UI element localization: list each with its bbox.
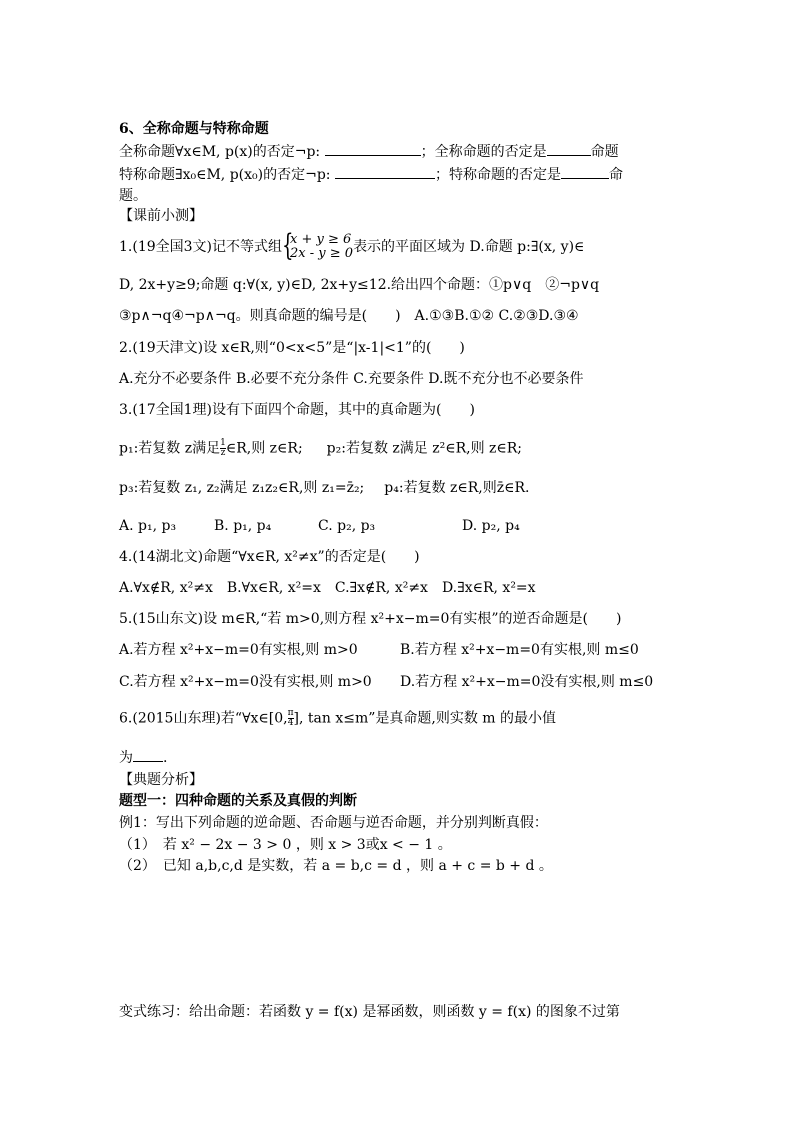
question-1: 1.(19全国3文)记不等式组 { x + y ≥ 6 2x - y ≥ 0 表示的平面区域为 D.命题 p:∃(x, y)∈ (119, 228, 585, 263)
question-3-p1-p2: p₁:若复数 z满足 $\frac{1}{z}$ ∈R,则 z∈R; p₂:若复数 z满足 z²∈R,则 z∈R; (119, 438, 523, 458)
question-3-option-b: B. p₁, p₄ (214, 518, 272, 534)
question-3: 3.(17全国1理)设有下面四个命题，其中的真命题为( ) (119, 402, 475, 418)
blank-field (561, 164, 609, 179)
existential-negation-line: 特称命题∃x₀∈M, p(x₀)的否定¬p: ；特称命题的否定是 命 (119, 164, 623, 184)
blank-field (335, 164, 435, 179)
blank-field (325, 141, 421, 156)
variant-exercise: 变式练习：给出命题：若函数 y = f(x) 是幂函数，则函数 y = f(x) 的图象不过第 (119, 1004, 620, 1020)
type1-title: 题型一：四种命题的关系及真假的判断 (119, 793, 357, 809)
question-5: 5.(15山东文)设 m∈R,“若 m>0,则方程 x²+x−m=0有实根”的逆否命题是( ) (119, 611, 622, 627)
question-5-option-c: C.若方程 x²+x−m=0没有实根,则 m>0 (119, 674, 372, 690)
question-6-line2: 为 . (119, 747, 167, 767)
universal-negation-line: 全称命题∀x∈M, p(x)的否定¬p: ；全称命题的否定是 命题 (119, 141, 619, 161)
section-title: 6、全称命题与特称命题 (119, 121, 269, 137)
question-3-p3-p4: p₃:若复数 z₁, z₂满足 z₁z₂∈R,则 z₁=z̄₂; p₄:若复数 z∈R,则z̄∈R. (119, 480, 530, 496)
pre-test-heading: 【课前小测】 (119, 208, 203, 224)
question-4: 4.(14湖北文)命题“∀x∈R, x²≠x”的否定是( ) (119, 549, 420, 565)
blank-field (133, 747, 163, 762)
question-1-line3: ③p∧¬q④¬p∧¬q。则真命题的编号是( ) A.①③B.①② C.②③D.③④ (119, 308, 579, 324)
question-5-option-d: D.若方程 x²+x−m=0没有实根,则 m≤0 (400, 674, 654, 690)
analysis-heading: 【典题分析】 (119, 772, 203, 788)
question-3-option-c: C. p₂, p₃ (318, 518, 376, 534)
example-1: 例1：写出下列命题的逆命题、否命题与逆否命题，并分别判断真假： (119, 815, 548, 831)
example-1-item-2: （2） 已知 a,b,c,d 是实数，若 a = b,c = d ，则 a + c = b + d 。 (119, 858, 553, 874)
question-3-option-d: D. p₂, p₄ (462, 518, 520, 534)
blank-field (547, 141, 591, 156)
question-2-options: A.充分不必要条件 B.必要不充分条件 C.充要条件 D.既不充分也不必要条件 (119, 371, 584, 387)
question-1-line2: D, 2x+y≥9;命题 q:∀(x, y)∈D, 2x+y≤12.给出四个命题：①p∨q ②¬p∨q (119, 277, 600, 293)
question-5-option-b: B.若方程 x²+x−m=0有实根,则 m≤0 (400, 642, 639, 658)
question-4-options: A.∀x∉R, x²≠x B.∀x∈R, x²=x C.∃x∉R, x²≠x D.∃x∈R, x²=x (119, 580, 536, 596)
question-2: 2.(19天津文)设 x∈R,则“0<x<5”是“|x-1|<1”的( ) (119, 340, 465, 356)
fraction: $\frac{\pi}{4}$ (287, 708, 294, 728)
inequality-system: { x + y ≥ 6 2x - y ≥ 0 (282, 228, 354, 263)
question-6: 6.(2015山东理)若“∀x∈[0, $\frac{\pi}{4}$ ], tan x≤m”是真命题,则实数 m 的最小值 (119, 708, 557, 728)
example-1-item-1: （1） 若 x² − 2x − 3 > 0 ，则 x > 3或x < − 1 。 (119, 837, 452, 853)
text-line: 题。 (119, 188, 147, 204)
fraction: $\frac{1}{z}$ (220, 438, 226, 458)
question-3-option-a: A. p₁, p₃ (119, 518, 177, 534)
question-5-option-a: A.若方程 x²+x−m=0有实根,则 m>0 (119, 642, 358, 658)
brace-icon: { (282, 228, 294, 263)
